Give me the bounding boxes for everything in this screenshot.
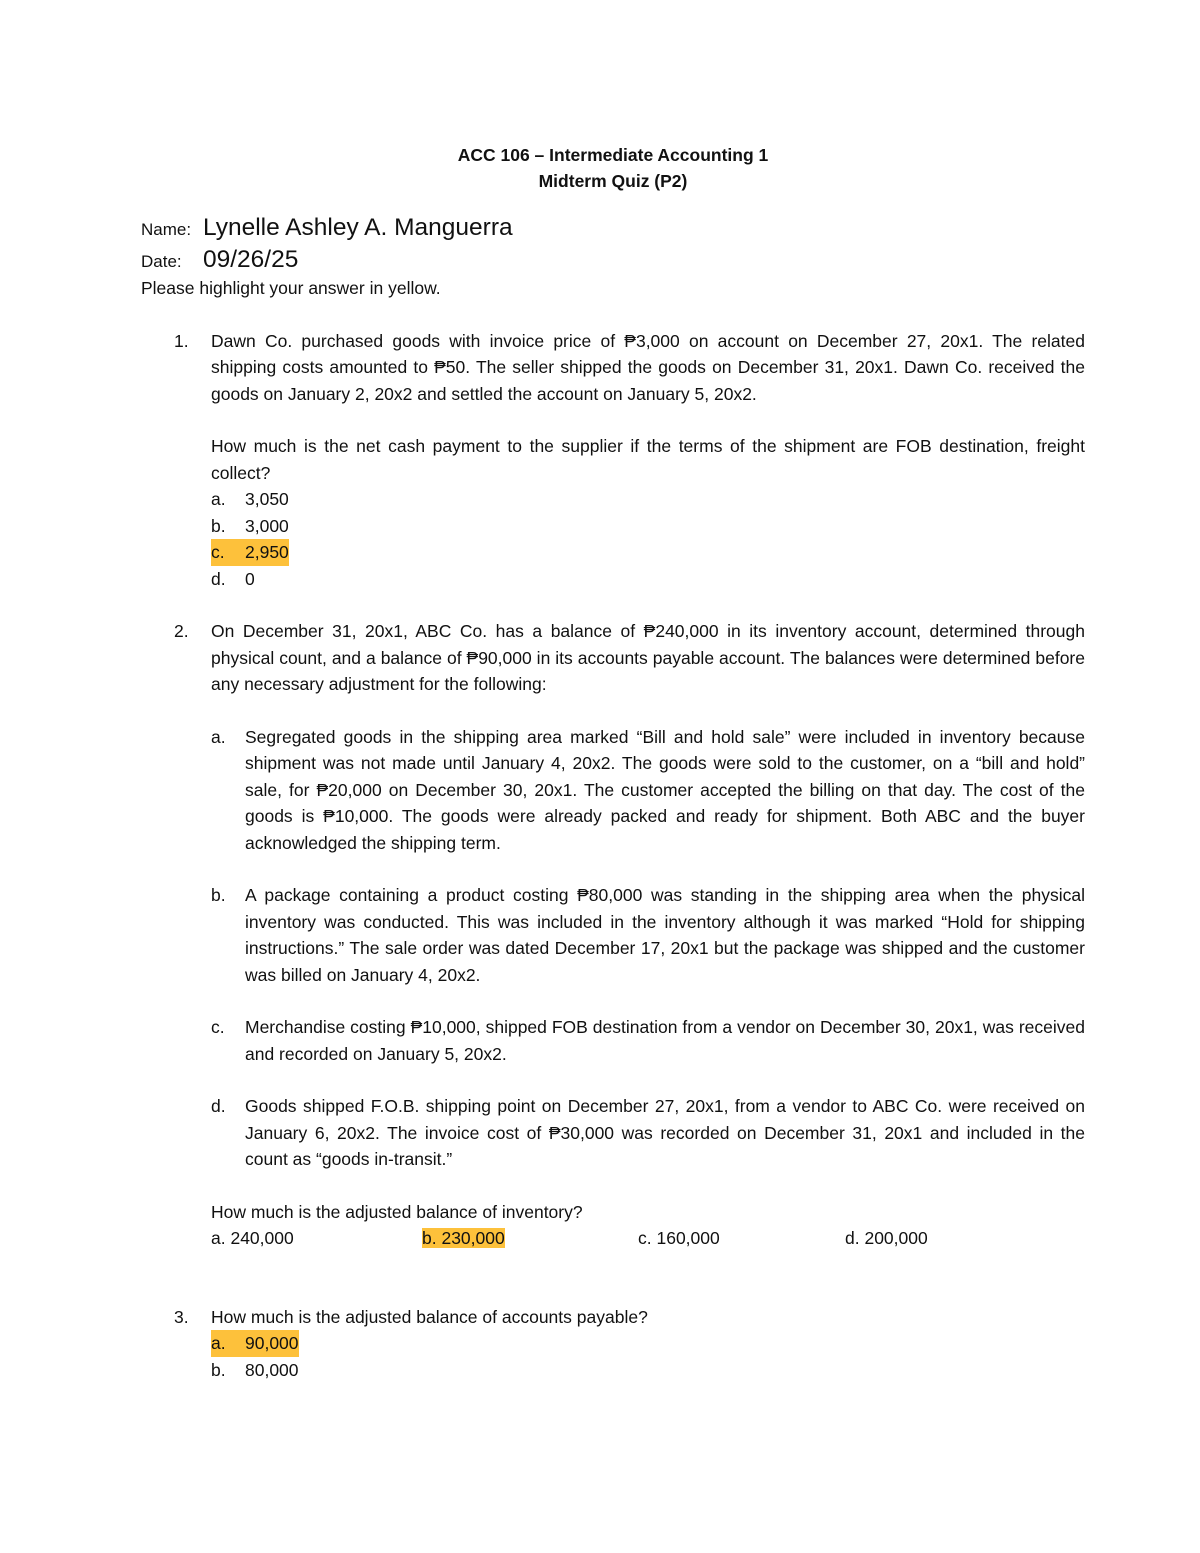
- item-text: Goods shipped F.O.B. shipping point on December 27, 20x1, from a vendor to ABC Co. were received on January 6, 20x2. The invoice cost of ₱30,000 was recorded on December 31, 20x1 and included in the count as “goods in-transit.”: [245, 1096, 1085, 1169]
- answer-option-c-selected[interactable]: [211, 539, 1085, 566]
- quiz-document: [141, 142, 1085, 1409]
- option-letter: b.: [211, 1359, 226, 1380]
- name-row: [141, 212, 1085, 244]
- item-text: Merchandise costing ₱10,000, shipped FOB destination from a vendor on December 30, 20x1, was received and recorded on January 5, 20x2.: [245, 1017, 1085, 1064]
- scenario-item-b: [211, 882, 1085, 988]
- name-value: Lynelle Ashley A. Manguerra: [203, 214, 513, 241]
- date-label: Date:: [141, 251, 182, 271]
- course-title: ACC 106 – Intermediate Accounting 1: [457, 145, 769, 165]
- answer-highlight: b. 230,000: [422, 1228, 505, 1248]
- option-text: 3,050: [245, 489, 289, 509]
- scenario-item-a: [211, 724, 1085, 857]
- question-2: [141, 618, 1085, 1252]
- option-letter: b.: [211, 515, 226, 536]
- answer-option-c[interactable]: [638, 1225, 845, 1252]
- question-list: [141, 328, 1085, 1384]
- question-text: Dawn Co. purchased goods with invoice price of ₱3,000 on account on December 27, 20x1. The related shipping costs amounted to ₱50. The seller shipped the goods on December 31, 20x1. Dawn Co. received the goods on January 2, 20x2 and settled the account on January 5, 20x2.: [211, 330, 1085, 404]
- date-value: 09/26/25: [203, 245, 299, 273]
- question-body: [211, 1304, 1085, 1384]
- item-text: Segregated goods in the shipping area marked “Bill and hold sale” were included in inventory because shipment was not made until January 4, 20x2. The goods were sold to the customer, on a “bill and hold” sale, for ₱20,000 on December 30, 20x1. The customer accepted the billing on that day. The cost of the goods is ₱10,000. The goods were already packed and ready for shipment. Both ABC and the buyer acknowledged the shipping term.: [245, 726, 1085, 853]
- answer-option-d[interactable]: [211, 566, 1085, 593]
- answer-option-b[interactable]: [211, 1357, 1085, 1384]
- date-row: [141, 244, 1085, 276]
- answer-options: [211, 1330, 1085, 1383]
- option-text: d. 200,000: [845, 1228, 928, 1248]
- option-text: a. 240,000: [211, 1228, 294, 1248]
- question-number: 1.: [174, 330, 189, 351]
- answer-options: [211, 1225, 1085, 1252]
- name-label: Name:: [141, 220, 192, 239]
- answer-option-a-selected[interactable]: [211, 1330, 1085, 1357]
- question-number: 2.: [174, 621, 189, 641]
- answer-highlight: [211, 1330, 299, 1357]
- question-prompt: How much is the adjusted balance of inventory?: [211, 1201, 583, 1222]
- answer-highlight: [211, 539, 289, 566]
- question-text: On December 31, 20x1, ABC Co. has a balance of ₱240,000 in its inventory account, determined through physical count, and a balance of ₱90,000 in its accounts payable account. The balances were determined before any necessary adjustment for the following:: [211, 621, 1085, 694]
- instructions: Please highlight your answer in yellow.: [141, 278, 441, 298]
- quiz-title: Midterm Quiz (P2): [538, 171, 688, 191]
- item-letter: d.: [211, 1096, 226, 1116]
- item-letter: a.: [211, 726, 226, 747]
- answer-option-b[interactable]: [211, 513, 1085, 540]
- document-header: [141, 142, 1085, 194]
- answer-option-b-selected[interactable]: [422, 1225, 638, 1252]
- option-text: 2,950: [245, 542, 289, 562]
- option-text: 90,000: [245, 1333, 299, 1353]
- item-letter: c.: [211, 1017, 225, 1037]
- question-3: [141, 1304, 1085, 1384]
- question-body: [211, 618, 1085, 1252]
- question-body: [211, 328, 1085, 593]
- option-text: 3,000: [245, 515, 289, 536]
- answer-option-a[interactable]: [211, 1225, 422, 1252]
- option-text: c. 160,000: [638, 1228, 720, 1248]
- question-prompt: How much is the net cash payment to the supplier if the terms of the shipment are FOB destination, freight collect?: [211, 436, 1085, 483]
- answer-option-a[interactable]: [211, 486, 1085, 513]
- scenario-item-d: [211, 1093, 1085, 1173]
- student-info: [141, 212, 1085, 275]
- question-1: [141, 328, 1085, 593]
- answer-options: [211, 486, 1085, 592]
- option-text: 80,000: [245, 1359, 299, 1380]
- item-text: A package containing a product costing ₱80,000 was standing in the shipping area when the physical inventory was conducted. This was included in the inventory although it was marked “Hold for shipping instructions.” The sale order was dated December 17, 20x1 but the package was shipped and the customer was billed on January 4, 20x2.: [245, 885, 1085, 985]
- answer-option-d[interactable]: [845, 1225, 1045, 1252]
- scenario-items: [211, 724, 1085, 1173]
- option-letter: c.: [211, 542, 225, 562]
- scenario-item-c: [211, 1014, 1085, 1067]
- option-text: 0: [245, 568, 255, 589]
- option-letter: d.: [211, 568, 226, 589]
- item-letter: b.: [211, 885, 226, 905]
- question-number: 3.: [174, 1306, 189, 1327]
- option-letter: a.: [211, 1333, 226, 1353]
- question-prompt: How much is the adjusted balance of accounts payable?: [211, 1306, 648, 1327]
- option-letter: a.: [211, 489, 226, 509]
